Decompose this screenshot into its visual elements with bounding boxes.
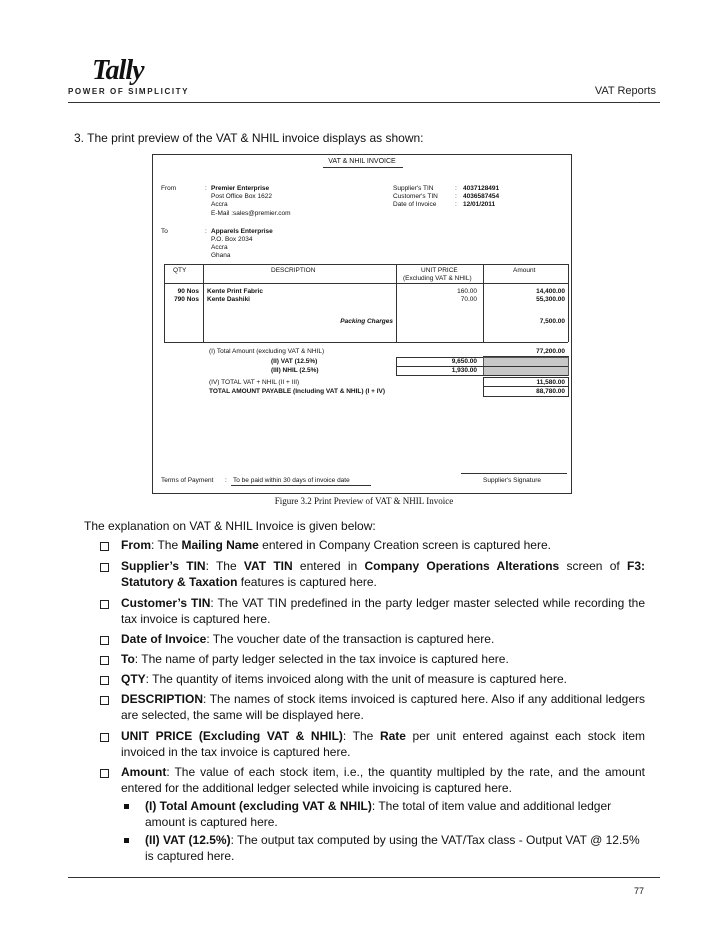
bold-run: Supplier’s TIN (121, 559, 206, 573)
colon: : (205, 185, 207, 192)
col-divider-qty (203, 264, 204, 342)
sub-bullet-item (145, 832, 645, 864)
from-line-1: Premier Enterprise (211, 185, 270, 192)
from-line-2: Post Office Box 1622 (211, 193, 272, 200)
customer-tin: 4036587454 (463, 193, 500, 200)
section-title: VAT Reports (594, 85, 656, 97)
date-label: Date of Invoice (393, 201, 437, 208)
bold-run: QTY (121, 672, 146, 686)
table-left (164, 264, 165, 342)
row-qty: 90 Nos (177, 288, 199, 295)
bullet-item (121, 728, 645, 760)
table-bottom (164, 342, 568, 343)
text-run: features is captured here. (237, 575, 377, 589)
table-top (164, 264, 568, 265)
text-run: : The voucher date of the transaction is captured here. (206, 632, 495, 646)
table-header-bottom (164, 283, 568, 284)
signature-line (461, 473, 567, 474)
col-divider-desc (396, 264, 397, 342)
row-qty: 790 Nos (174, 296, 199, 303)
bullet-marker (100, 542, 109, 551)
bold-run: UNIT PRICE (Excluding VAT & NHIL) (121, 729, 343, 743)
text-run: : The VAT TIN predefined in the party ledger master selected while recording the tax invoice is captured here. (121, 596, 645, 626)
packing-amount: 7,500.00 (539, 318, 565, 325)
bullet-item (121, 691, 645, 723)
bullet-marker (100, 769, 109, 778)
col-amount: Amount (513, 267, 536, 274)
invoice-preview: VAT & NHIL INVOICE From : Premier Enterprise Post Office Box 1622 Accra E-Mail :sales@premier.com Supplier's TIN : 4037128491 Customer's TIN : 4036587454 Date of Invoice : 12/01/2011 To : Apparels Enterprise P.O. Box 2034 Accra Ghana QTY DESCRIPTION UNIT PRICE (Excluding VAT & NHIL) Amount 90 Nos Kente Print Fabric 160.00 14,400.00 790 Nos Kente Dashiki 70.00 55,300.00 Packing Charges 7,500.00 (I) Total Amount (excluding VAT & NHIL) 77,200.00 (II) VAT (12.5%) 9,650.00 (III) NHIL (2.5%) 1,930.00 (IV) TOTAL VAT + NHIL (II + III) 11,580.00 TOTAL AMOUNT PAYABLE (Including VAT & NHIL) (I + IV) 88,780.00 Terms of Payment : To be paid within 30 days of invoice date Supplier's Signature (152, 154, 572, 494)
bold-run: Mailing Name (181, 538, 259, 552)
step-text: 3. The print preview of the VAT & NHIL invoice displays as shown: (74, 131, 424, 145)
bold-run: Date of Invoice (121, 632, 207, 646)
nhil-label: (III) NHIL (2.5%) (271, 367, 319, 374)
row-price: 160.00 (457, 288, 477, 295)
invoice-title: VAT & NHIL INVOICE (328, 158, 396, 165)
to-line-3: Accra (211, 244, 228, 251)
text-run: : The total of item value and additional ledger amount is captured here. (145, 799, 612, 829)
bullet-item (121, 558, 645, 590)
text-run: : The (151, 538, 182, 552)
invoice-date: 12/01/2011 (463, 201, 496, 208)
header-divider (68, 102, 660, 103)
row-desc: Kente Dashiki (207, 296, 250, 303)
row-amount: 14,400.00 (536, 288, 565, 295)
text-run: : The quantity of items invoiced along with the unit of measure is captured here. (145, 672, 568, 686)
text-run: : The (342, 729, 380, 743)
text-run: : The name of party ledger selected in the tax invoice is captured here. (134, 652, 509, 666)
total-amount: 77,200.00 (536, 348, 565, 355)
sub-bullet-marker (124, 838, 129, 843)
text-run: : The value of each stock item, i.e., the quantity multipled by the rate, and the amount entered for the additional ledger selected while invoicing is captured here. (121, 765, 645, 795)
sub-bullet-marker (124, 804, 129, 809)
page-number: 77 (633, 886, 644, 896)
vat-amount: 9,650.00 (451, 358, 477, 365)
col-unit-price-sub: (Excluding VAT & NHIL) (403, 275, 472, 282)
text-run: : The output tax computed by using the VAT/Tax class - Output VAT @ 12.5% is captured here. (145, 833, 640, 863)
text-run: screen of (559, 559, 627, 573)
title-underline (323, 167, 403, 168)
payable-label: TOTAL AMOUNT PAYABLE (Including VAT & NHIL) (I + IV) (209, 388, 386, 395)
bullet-item (121, 671, 645, 687)
bullet-marker (100, 600, 109, 609)
bullet-marker (100, 563, 109, 572)
bullet-marker (100, 733, 109, 742)
iv-amount: 11,580.00 (536, 379, 565, 386)
row-desc: Kente Print Fabric (207, 288, 263, 295)
to-line-1: Apparels Enterprise (211, 228, 273, 235)
bullet-marker (100, 636, 109, 645)
bullet-marker (100, 656, 109, 665)
bullet-item (121, 764, 645, 796)
bold-run: DESCRIPTION (121, 692, 204, 706)
col-qty: QTY (173, 267, 187, 274)
tally-logo: Tally (92, 55, 144, 86)
total-label: (I) Total Amount (excluding VAT & NHIL) (209, 348, 325, 355)
supplier-tin: 4037128491 (463, 185, 500, 192)
text-run: entered in Company Creation screen is captured here. (258, 538, 551, 552)
packing-label: Packing Charges (340, 318, 393, 325)
bold-run: (II) VAT (12.5%) (145, 833, 231, 847)
customer-tin-label: Customer's TIN (393, 193, 438, 200)
col-description: DESCRIPTION (271, 267, 316, 274)
bold-run: Amount (121, 765, 167, 779)
text-run: : The (205, 559, 244, 573)
bullet-item (121, 595, 645, 627)
text-run: per unit entered against each stock item invoiced in the tax invoice is captured here. (121, 729, 645, 759)
col-divider-price (483, 264, 484, 342)
bullet-item (121, 651, 645, 667)
col-unit-price: UNIT PRICE (421, 267, 458, 274)
bold-run: Rate (379, 729, 406, 743)
row-amount: 55,300.00 (536, 296, 565, 303)
to-label: To (161, 228, 168, 235)
bullet-marker (100, 696, 109, 705)
sub-bullet-item (145, 798, 645, 830)
terms-label: Terms of Payment (161, 477, 214, 484)
bullet-marker (100, 676, 109, 685)
to-line-4: Ghana (211, 252, 231, 259)
intro-text: The explanation on VAT & NHIL Invoice is given below: (84, 519, 376, 533)
bold-run: From (121, 538, 151, 552)
from-line-3: Accra (211, 201, 228, 208)
to-line-2: P.O. Box 2034 (211, 236, 253, 243)
logo-tagline: POWER OF SIMPLICITY (68, 87, 190, 96)
bold-run: VAT TIN (243, 559, 293, 573)
bold-run: Customer’s TIN (121, 596, 211, 610)
bold-run: Company Operations Alterations (364, 559, 560, 573)
figure-caption: Figure 3.2 Print Preview of VAT & NHIL Invoice (274, 496, 454, 506)
row-price: 70.00 (460, 296, 477, 303)
text-run: entered in (292, 559, 365, 573)
signature-label: Supplier's Signature (483, 477, 541, 484)
table-right (568, 264, 569, 342)
from-label: From (161, 185, 177, 192)
bullet-item (121, 537, 645, 553)
text-run: : The names of stock items invoiced is captured here. Also if any additional ledgers are selected, the same will be displayed here. (121, 692, 645, 722)
iv-label: (IV) TOTAL VAT + NHIL (II + III) (209, 379, 300, 386)
payable-amount: 88,780.00 (536, 388, 565, 395)
bold-run: To (121, 652, 135, 666)
bold-run: F3: Statutory & Taxation (121, 559, 645, 589)
from-line-4: E-Mail :sales@premier.com (211, 210, 291, 217)
supplier-tin-label: Supplier's TIN (393, 185, 434, 192)
bold-run: (I) Total Amount (excluding VAT & NHIL) (145, 799, 372, 813)
vat-label: (II) VAT (12.5%) (271, 358, 318, 365)
terms-value: To be paid within 30 days of invoice date (233, 477, 350, 484)
bullet-item (121, 631, 645, 647)
nhil-amount: 1,930.00 (451, 367, 477, 374)
footer-divider (68, 877, 660, 878)
